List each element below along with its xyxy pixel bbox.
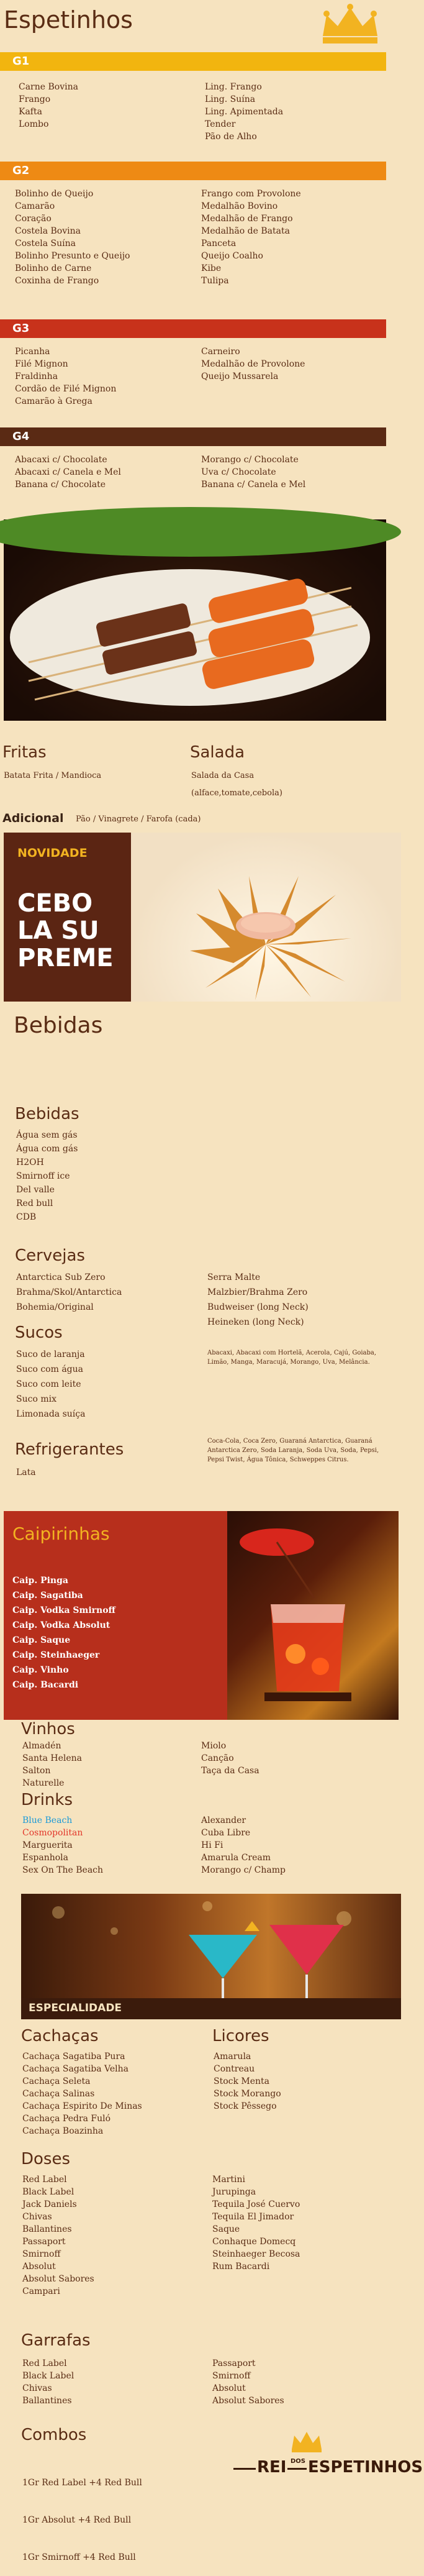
list-item: Picanha bbox=[15, 347, 50, 357]
list-item: Hi Fi bbox=[201, 1840, 223, 1850]
list-item: Queijo Mussarela bbox=[201, 372, 279, 381]
list-item: Banana c/ Chocolate bbox=[15, 480, 106, 490]
list-item: Coração bbox=[15, 214, 52, 224]
list-item: Antarctica Sub Zero bbox=[16, 1272, 106, 1282]
list-item: Ling. Frango bbox=[205, 82, 262, 92]
list-item: Costela Suína bbox=[15, 239, 76, 249]
licores-list bbox=[214, 2050, 281, 2112]
vinhos-left-list bbox=[22, 1740, 82, 1789]
bebidas-title: Bebidas bbox=[15, 1105, 79, 1123]
list-item: Queijo Coalho bbox=[201, 251, 263, 261]
list-item: Suco com leite bbox=[16, 1379, 81, 1389]
g4-left-list bbox=[15, 454, 121, 491]
cervejas-title: Cervejas bbox=[15, 1246, 85, 1265]
list-item: Amarula Cream bbox=[201, 1853, 271, 1863]
logo-text-dos: DOS bbox=[291, 2458, 306, 2465]
list-item: Camarão à Grega bbox=[15, 396, 92, 406]
list-item: H2OH bbox=[16, 1158, 44, 1167]
list-item: Caip. Saque bbox=[12, 1635, 71, 1645]
doses-right-list bbox=[212, 2173, 300, 2273]
list-item: Ballantines bbox=[22, 2224, 72, 2234]
rei-dos-espetinhos-logo bbox=[233, 2431, 423, 2493]
list-item: Black Label bbox=[22, 2187, 74, 2197]
group-g2-bar: G2 bbox=[0, 162, 386, 180]
list-item: Suco de laranja bbox=[16, 1350, 85, 1359]
list-item: Del valle bbox=[16, 1185, 55, 1195]
list-item: Caip. Steinhaeger bbox=[12, 1650, 100, 1660]
g4-right-list bbox=[201, 454, 305, 491]
list-item: Chivas bbox=[22, 2212, 52, 2222]
novidade-line-3: PREME bbox=[17, 944, 114, 972]
list-item: Suco com água bbox=[16, 1364, 83, 1374]
skewers-photo bbox=[4, 519, 386, 721]
list-item: Caip. Sagatiba bbox=[12, 1591, 83, 1601]
list-item: Caip. Vinho bbox=[12, 1665, 69, 1675]
cervejas-left-list bbox=[16, 1270, 122, 1315]
list-item: Morango c/ Chocolate bbox=[201, 455, 299, 465]
garrafas-title: Garrafas bbox=[21, 2331, 91, 2350]
novidade-label: NOVIDADE bbox=[17, 846, 88, 860]
page-title: Espetinhos bbox=[4, 6, 133, 34]
list-item: Amarula bbox=[214, 2052, 251, 2062]
list-item: Medalhão de Frango bbox=[201, 214, 293, 224]
list-item: Ballantines bbox=[22, 2396, 72, 2406]
list-item: Bolinho Presunto e Queijo bbox=[15, 251, 130, 261]
combos-title: Combos bbox=[21, 2426, 87, 2444]
list-item: Abacaxi c/ Chocolate bbox=[15, 455, 107, 465]
list-item: Red Label bbox=[22, 2359, 67, 2368]
list-item: Cachaça Sagatiba Velha bbox=[22, 2064, 129, 2074]
list-item: Espanhola bbox=[22, 1853, 68, 1863]
caipirinhas-title: Caipirinhas bbox=[12, 1523, 110, 1544]
salada-title: Salada bbox=[190, 743, 245, 762]
list-item: Frango com Provolone bbox=[201, 189, 301, 199]
salada-text: Salada da Casa bbox=[191, 771, 255, 780]
group-g4-bar: G4 bbox=[0, 427, 386, 446]
doses-title: Doses bbox=[21, 2150, 71, 2168]
list-item: Bohemia/Original bbox=[16, 1302, 94, 1312]
crown-icon bbox=[319, 4, 381, 45]
especialidade-label: ESPECIALIDADE bbox=[29, 2002, 122, 2014]
list-item: Morango c/ Champ bbox=[201, 1865, 286, 1875]
list-item: Absolut Sabores bbox=[22, 2274, 94, 2284]
drinks-right-list bbox=[201, 1814, 286, 1876]
list-item: Frango bbox=[19, 94, 51, 104]
sucos-left-list bbox=[16, 1347, 85, 1422]
cachacas-title: Cachaças bbox=[21, 2027, 99, 2045]
list-item: Abacaxi c/ Canela e Mel bbox=[15, 467, 121, 477]
list-item: Tender bbox=[205, 119, 236, 129]
list-item: Caip. Vodka Smirnoff bbox=[12, 1605, 116, 1615]
list-item: Saque bbox=[212, 2224, 240, 2234]
list-item: Caip. Bacardi bbox=[12, 1680, 79, 1690]
g1-right-list bbox=[205, 81, 283, 143]
list-item: Coxinha de Frango bbox=[15, 276, 99, 286]
licores-title: Licores bbox=[212, 2027, 269, 2045]
bebidas-header: Bebidas bbox=[14, 1013, 103, 1038]
bebidas-list bbox=[16, 1128, 78, 1224]
list-item: Absolut bbox=[212, 2383, 246, 2393]
list-item: Sex On The Beach bbox=[22, 1865, 104, 1875]
list-item: Budweiser (long Neck) bbox=[207, 1302, 309, 1312]
list-item: Ling. Suína bbox=[205, 94, 256, 104]
doses-left-list bbox=[22, 2173, 94, 2298]
list-item: Jurupinga bbox=[212, 2187, 256, 2197]
list-item: Blue Beach bbox=[22, 1816, 73, 1825]
onion-photo bbox=[131, 833, 401, 1002]
list-item: Red bull bbox=[16, 1199, 53, 1208]
list-item: Camarão bbox=[15, 201, 55, 211]
cachacas-list bbox=[22, 2050, 142, 2137]
list-item: 1Gr Red Label +4 Red Bull bbox=[22, 2478, 142, 2488]
group-g1-bar: G1 bbox=[0, 52, 386, 71]
list-item: Passaport bbox=[212, 2359, 256, 2368]
list-item: Caip. Pinga bbox=[12, 1576, 68, 1586]
list-item: Marguerita bbox=[22, 1840, 73, 1850]
vinhos-right-list bbox=[201, 1740, 259, 1777]
refrigerantes-title: Refrigerantes bbox=[15, 1440, 124, 1459]
list-item: Bolinho de Queijo bbox=[15, 189, 94, 199]
list-item: Serra Malte bbox=[207, 1272, 261, 1282]
list-item: Cosmopolitan bbox=[22, 1828, 83, 1838]
caipirinhas-banner bbox=[4, 1511, 399, 1720]
fritas-text: Batata Frita / Mandioca bbox=[4, 771, 102, 780]
list-item: Absolut bbox=[22, 2262, 56, 2272]
list-item: Chivas bbox=[22, 2383, 52, 2393]
combos-list bbox=[22, 2452, 142, 2576]
list-item: Steinhaeger Becosa bbox=[212, 2249, 300, 2259]
g1-left-list bbox=[19, 81, 78, 130]
list-item: Fraldinha bbox=[15, 372, 58, 381]
novidade-line-2: LA SU bbox=[17, 916, 99, 945]
list-item: Conhaque Domecq bbox=[212, 2237, 296, 2247]
list-item: Stock Morango bbox=[214, 2089, 281, 2099]
list-item: Heineken (long Neck) bbox=[207, 1317, 304, 1327]
list-item: 1Gr Smirnoff +4 Red Bull bbox=[22, 2552, 136, 2562]
g2-left-list bbox=[15, 188, 130, 287]
garrafas-left-list bbox=[22, 2357, 74, 2407]
garrafas-right-list bbox=[212, 2357, 284, 2407]
list-item: Tequila José Cuervo bbox=[212, 2199, 300, 2209]
list-item: Cachaça Salinas bbox=[22, 2089, 95, 2099]
list-item: Alexander bbox=[201, 1816, 246, 1825]
list-item: Cachaça Boazinha bbox=[22, 2126, 104, 2136]
list-item: Cachaça Seleta bbox=[22, 2076, 91, 2086]
list-item: 1Gr Absolut +4 Red Bull bbox=[22, 2515, 132, 2525]
list-item: Bolinho de Carne bbox=[15, 263, 92, 273]
list-item: Lombo bbox=[19, 119, 49, 129]
list-item: Medalhão de Provolone bbox=[201, 359, 305, 369]
drinks-title: Drinks bbox=[21, 1791, 73, 1809]
list-item: Panceta bbox=[201, 239, 237, 249]
list-item: Carne Bovina bbox=[19, 82, 78, 92]
logo-text-espetinhos: ESPETINHOS bbox=[308, 2458, 423, 2477]
list-item: Carneiro bbox=[201, 347, 240, 357]
list-item: Tequila El Jimador bbox=[212, 2212, 294, 2222]
list-item: Filé Mignon bbox=[15, 359, 68, 369]
adicional-label: Adicional bbox=[2, 811, 64, 825]
list-item: Cachaça Sagatiba Pura bbox=[22, 2052, 125, 2062]
list-item: Jack Daniels bbox=[22, 2199, 77, 2209]
list-item: Ling. Apimentada bbox=[205, 107, 284, 117]
list-item: Campari bbox=[22, 2286, 60, 2296]
novidade-line-1: CEBO bbox=[17, 889, 93, 918]
list-item: Rum Bacardi bbox=[212, 2262, 270, 2272]
list-item: Red Label bbox=[22, 2175, 67, 2185]
list-item: Smirnoff bbox=[22, 2249, 61, 2259]
list-item: Medalhão Bovino bbox=[201, 201, 278, 211]
list-item: Costela Bovina bbox=[15, 226, 81, 236]
list-item: Black Label bbox=[22, 2371, 74, 2381]
list-item: Água com gás bbox=[16, 1144, 78, 1154]
list-item: Banana c/ Canela e Mel bbox=[201, 480, 306, 490]
list-item: Santa Helena bbox=[22, 1753, 82, 1763]
list-item: Cachaça Espirito De Minas bbox=[22, 2101, 142, 2111]
list-item: Miolo bbox=[201, 1741, 227, 1751]
list-item: Kafta bbox=[19, 107, 42, 117]
drinks-left-list bbox=[22, 1814, 103, 1876]
list-item: Limonada suíça bbox=[16, 1409, 86, 1419]
caipirinhas-list bbox=[12, 1573, 115, 1692]
list-item: Naturelle bbox=[22, 1778, 65, 1788]
group-g3-bar: G3 bbox=[0, 319, 386, 338]
g3-left-list bbox=[15, 345, 116, 408]
logo-text-rei: REI bbox=[257, 2458, 287, 2477]
sucos-title: Sucos bbox=[15, 1323, 63, 1342]
list-item: Kibe bbox=[201, 263, 222, 273]
list-item: Smirnoff ice bbox=[16, 1171, 70, 1181]
list-item: Taça da Casa bbox=[201, 1766, 259, 1776]
list-item: Pão de Alho bbox=[205, 132, 257, 142]
list-item: Almadén bbox=[22, 1741, 61, 1751]
sucos-flavors: Abacaxi, Abacaxi com Hortelã, Acerola, Cajú, Goiaba, Limão, Manga, Maracujá, Morango, Uva, Melância. bbox=[207, 1350, 377, 1366]
salada-sub: (alface,tomate,cebola) bbox=[191, 788, 282, 798]
especialidade-banner bbox=[21, 1894, 401, 2019]
list-item: Cordão de Filé Mignon bbox=[15, 384, 117, 394]
logo-crown-icon bbox=[289, 2431, 324, 2453]
list-item: Stock Menta bbox=[214, 2076, 270, 2086]
list-item: CDB bbox=[16, 1212, 37, 1222]
list-item: Contreau bbox=[214, 2064, 255, 2074]
list-item: Medalhão de Batata bbox=[201, 226, 290, 236]
list-item: Smirnoff bbox=[212, 2371, 251, 2381]
list-item: Canção bbox=[201, 1753, 234, 1763]
list-item: Suco mix bbox=[16, 1394, 56, 1404]
list-item: Malzbier/Brahma Zero bbox=[207, 1287, 308, 1297]
list-item: Caip. Vodka Absolut bbox=[12, 1620, 111, 1630]
list-item: Cachaça Pedra Fuló bbox=[22, 2114, 111, 2124]
list-item: Absolut Sabores bbox=[212, 2396, 284, 2406]
list-item: Stock Pêssego bbox=[214, 2101, 277, 2111]
cervejas-right-list bbox=[207, 1270, 309, 1330]
list-item: Brahma/Skol/Antarctica bbox=[16, 1287, 122, 1297]
list-item: Cuba Libre bbox=[201, 1828, 251, 1838]
g2-right-list bbox=[201, 188, 301, 287]
list-item: Martini bbox=[212, 2175, 245, 2185]
list-item: Uva c/ Chocolate bbox=[201, 467, 276, 477]
list-item: Tulipa bbox=[201, 276, 229, 286]
refrigerantes-list: Coca-Cola, Coca Zero, Guaraná Antarctica, Guaraná Antarctica Zero, Soda Laranja, Soda Uva, Soda, Pepsi, Pepsi Twist, Água Tônica, Schweppes Citrus. bbox=[207, 1438, 379, 1463]
adicional-text: Pão / Vinagrete / Farofa (cada) bbox=[76, 815, 201, 824]
vinhos-title: Vinhos bbox=[21, 1720, 75, 1738]
novidade-banner bbox=[4, 833, 401, 1002]
list-item: Passaport bbox=[22, 2237, 66, 2247]
refrigerantes-lata: Lata bbox=[16, 1468, 36, 1478]
list-item: Água sem gás bbox=[16, 1130, 78, 1140]
caipirinha-glass-photo bbox=[227, 1511, 399, 1720]
g3-right-list bbox=[201, 345, 305, 383]
fritas-title: Fritas bbox=[2, 743, 47, 762]
list-item: Salton bbox=[22, 1766, 51, 1776]
